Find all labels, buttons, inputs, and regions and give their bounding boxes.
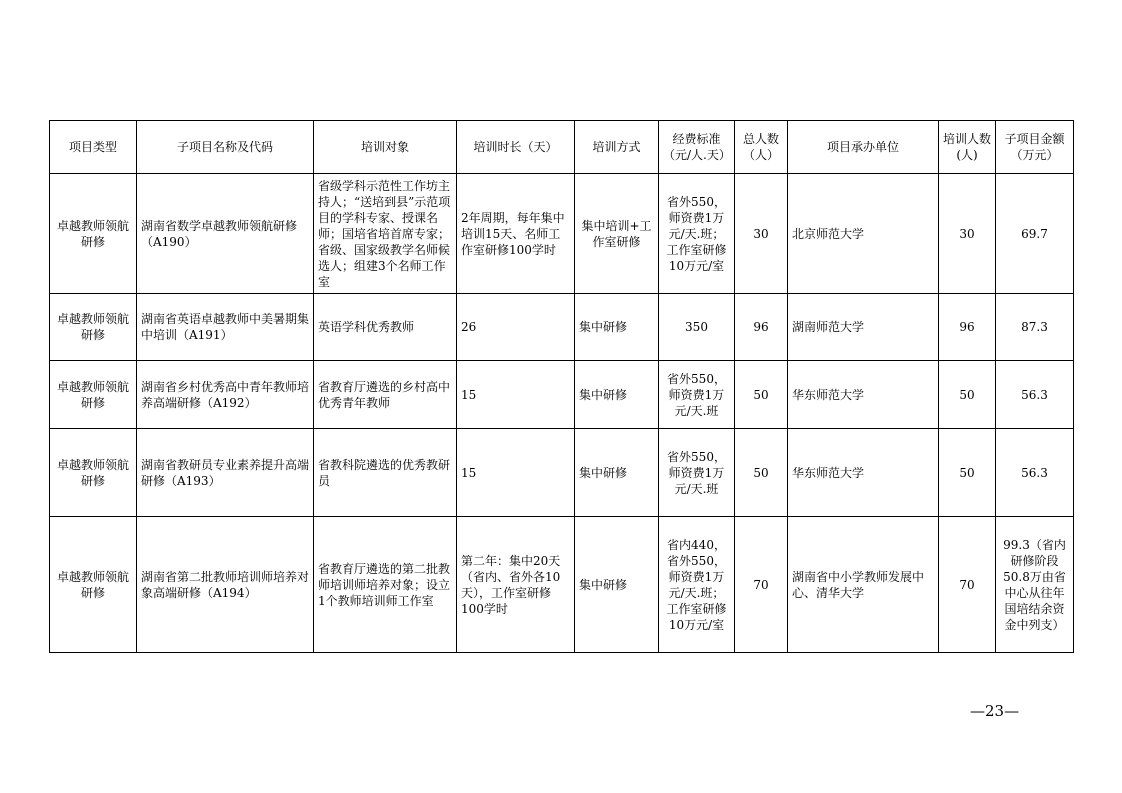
cell-type: 卓越教师领航研修	[50, 517, 137, 653]
header-standard: 经费标准（元/人.天）	[659, 121, 735, 174]
cell-total: 50	[735, 429, 788, 517]
cell-duration: 15	[457, 429, 575, 517]
cell-trainees: 50	[939, 361, 996, 429]
header-organizer: 项目承办单位	[788, 121, 939, 174]
cell-organizer: 华东师范大学	[788, 361, 939, 429]
cell-target: 省教科院遴选的优秀教研员	[314, 429, 457, 517]
cell-duration: 15	[457, 361, 575, 429]
cell-amount: 56.3	[996, 429, 1074, 517]
cell-type: 卓越教师领航研修	[50, 294, 137, 361]
cell-total: 96	[735, 294, 788, 361]
header-amount: 子项目金额（万元）	[996, 121, 1074, 174]
cell-total: 30	[735, 174, 788, 294]
cell-total: 70	[735, 517, 788, 653]
cell-type: 卓越教师领航研修	[50, 429, 137, 517]
header-name: 子项目名称及代码	[137, 121, 314, 174]
cell-target: 省级学科示范性工作坊主持人；“送培到县”示范项目的学科专家、授课名师；国培省培首席专家；省级、国家级教学名师候选人；组建3个名师工作室	[314, 174, 457, 294]
cell-name: 湖南省第二批教师培训师培养对象高端研修（A194）	[137, 517, 314, 653]
cell-standard: 省外550，师资费1万元/天.班	[659, 361, 735, 429]
table-row	[50, 361, 1074, 429]
cell-organizer: 北京师范大学	[788, 174, 939, 294]
cell-amount: 99.3（省内研修阶段50.8万由省中心从往年国培结余资金中列支）	[996, 517, 1074, 653]
cell-name: 湖南省乡村优秀高中青年教师培养高端研修（A192）	[137, 361, 314, 429]
cell-duration: 第二年：集中20天（省内、省外各10天），工作室研修100学时	[457, 517, 575, 653]
cell-organizer: 湖南师范大学	[788, 294, 939, 361]
cell-target: 英语学科优秀教师	[314, 294, 457, 361]
project-table	[49, 120, 1074, 653]
cell-organizer: 华东师范大学	[788, 429, 939, 517]
header-type: 项目类型	[50, 121, 137, 174]
cell-standard: 省外550，师资费1万元/天.班；工作室研修10万元/室	[659, 174, 735, 294]
table-row	[50, 429, 1074, 517]
cell-duration: 2年周期，每年集中培训15天、名师工作室研修100学时	[457, 174, 575, 294]
cell-standard: 省外550，师资费1万元/天.班	[659, 429, 735, 517]
cell-standard: 省内440，省外550，师资费1万元/天.班；工作室研修10万元/室	[659, 517, 735, 653]
cell-trainees: 70	[939, 517, 996, 653]
cell-total: 50	[735, 361, 788, 429]
cell-method: 集中研修	[575, 517, 659, 653]
cell-organizer: 湖南省中小学教师发展中心、清华大学	[788, 517, 939, 653]
cell-method: 集中培训+工作室研修	[575, 174, 659, 294]
header-trainees: 培训人数(人)	[939, 121, 996, 174]
cell-target: 省教育厅遴选的第二批教师培训师培养对象；设立1个教师培训师工作室	[314, 517, 457, 653]
cell-amount: 56.3	[996, 361, 1074, 429]
header-total: 总人数（人）	[735, 121, 788, 174]
header-target: 培训对象	[314, 121, 457, 174]
table-row	[50, 174, 1074, 294]
header-row	[50, 121, 1074, 174]
header-duration: 培训时长（天）	[457, 121, 575, 174]
cell-method: 集中研修	[575, 429, 659, 517]
table-row	[50, 294, 1074, 361]
table-row	[50, 517, 1074, 653]
header-method: 培训方式	[575, 121, 659, 174]
cell-amount: 87.3	[996, 294, 1074, 361]
cell-trainees: 96	[939, 294, 996, 361]
cell-duration: 26	[457, 294, 575, 361]
page-number: —23—	[970, 702, 1020, 720]
cell-type: 卓越教师领航研修	[50, 174, 137, 294]
cell-amount: 69.7	[996, 174, 1074, 294]
cell-type: 卓越教师领航研修	[50, 361, 137, 429]
cell-method: 集中研修	[575, 361, 659, 429]
cell-name: 湖南省教研员专业素养提升高端研修（A193）	[137, 429, 314, 517]
cell-method: 集中研修	[575, 294, 659, 361]
cell-name: 湖南省英语卓越教师中美暑期集中培训（A191）	[137, 294, 314, 361]
cell-standard: 350	[659, 294, 735, 361]
cell-name: 湖南省数学卓越教师领航研修（A190）	[137, 174, 314, 294]
cell-trainees: 30	[939, 174, 996, 294]
cell-trainees: 50	[939, 429, 996, 517]
cell-target: 省教育厅遴选的乡村高中优秀青年教师	[314, 361, 457, 429]
